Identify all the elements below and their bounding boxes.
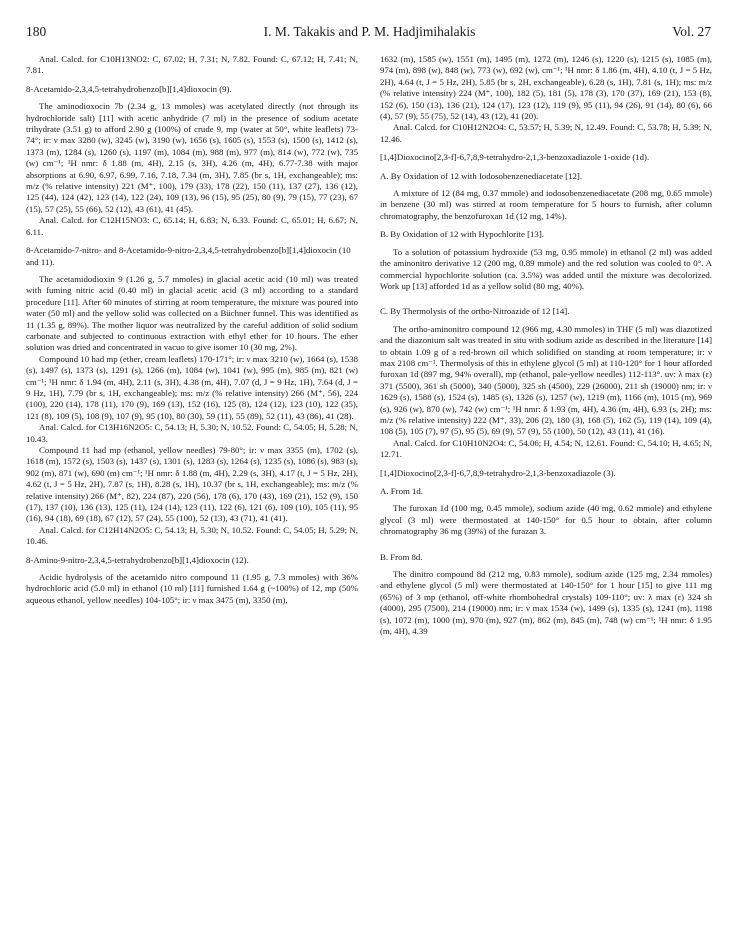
paragraph-spacer <box>380 538 712 545</box>
paragraph: Anal. Calcd. for C10H13NO2: C, 67.02; H, 7.31; N, 7.82. Found: C, 67.12; H, 7.41; N, 7.81. <box>26 54 358 76</box>
paragraph: Anal. Calcd. for C12H15NO3: C, 65.14; H, 6.83; N, 6.33. Found: C, 65.01; H, 6.67; N, 6.11. <box>26 215 358 237</box>
section-heading: A. From 1d. <box>380 486 424 496</box>
section-heading: B. By Oxidation of 12 with Hypochlorite [13]. <box>380 229 544 240</box>
section-heading: 8-Acetamido-2,3,4,5-tetrahydrobenzo[b][1,4]dioxocin (9). <box>26 83 232 94</box>
paragraph: Acidic hydrolysis of the acetamido nitro compound 11 (1.95 g, 7.3 mmoles) with 36% hydrochloric acid (5.0 ml) in ethanol (10 ml) [11] furnished 1.64 g (~100%) of 12, mp (50% aqueous ethanol, yellow needles) 104-105°; ir: ν max 3475 (m), 3350 (m), <box>26 572 358 605</box>
running-header <box>26 20 713 46</box>
paragraph: The aminodioxocin 7b (2.34 g, 13 mmoles) was acetylated directly (not through its hydrochloride salt) [11] with acetic anhydride (7 ml) in the presence of sodium acetate trihydrate (3.51 g) to afford 2.90 g (100%) of crude 9, mp (water at 50°, white leaflets) 73-74°; ir: ν max 3280 (w), 3245 (w), 3190 (w), 1656 (s), 1605 (s), 1553 (s), 1500 (s), 1412 (s), 1373 (m), 1284 (s), 1260 (s), 1197 (m), 1084 (m), 988 (m), 977 (m), 814 (w), 772 (w), 735 (w) cm⁻¹; ¹H nmr: δ 1.88 (m, 4H), 2.15 (s, 3H), 4.26 (m, 4H), 6.77-7.38 with major absorptions at 6.90, 6.97, 6.99, 7.16, 7.18, 7.34 (m, 3H), 7.85 (br s, 1H, exchangeable); ms: m/z (% relative intensity) 221 (M⁺, 100), 179 (33), 178 (22), 150 (11), 137 (27), 136 (12), 125 (44), 124 (42), 123 (14), 122 (24), 109 (13), 96 (15), 95 (25), 80 (9), 79 (15), 77 (23), 67 (15), 57 (25), 55 (66), 52 (12), 43 (61), 41 (45). <box>26 101 358 214</box>
section-heading: 8-Acetamido-7-nitro- and 8-Acetamido-9-nitro-2,3,4,5-tetrahydrobenzo[b][1,4]dioxocin (10 and 11). <box>26 245 351 267</box>
paragraph: The acetamidodioxin 9 (1.26 g, 5.7 mmoles) in glacial acetic acid (10 ml) was treated with fuming nitric acid (0.40 ml) in glacial acetic acid (3 ml) according to a standard procedure [11]. After 60 minutes of stirring at room temperature, the mixture was poured into water (50 ml) and the yellow solid was collected on a Büchner funnel. This was identified as 11 (1.35 g, 89%). The mother liquor was neutralized by the careful addition of solid sodium carbonate and subjected to continuous extraction with ethyl ether for 10 hours. The ether solution was dried and concentrated in vacuo to give isomer 10 (30 mg, 2%). <box>26 273 358 353</box>
volume-label: Vol. 27 <box>672 24 711 39</box>
section-heading: [1,4]Dioxocino[2,3-f]-6,7,8,9-tetrahydro-2,1,3-benzoxadiazole (3). <box>380 467 616 478</box>
paragraph: A mixture of 12 (84 mg, 0.37 mmole) and iodosobenzenediacetate (208 mg, 0.65 mmole) in benzene (30 ml) was stirred at room temperature for 5 hours to furnish, after column chromatography, the benzofuroxan 1d (12 mg, 14%). <box>380 188 712 221</box>
section-heading: B. From 8d. <box>380 551 423 562</box>
paragraph: Compound 11 had mp (ethanol, yellow needles) 79-80°; ir: ν max 3355 (m), 1702 (s), 1618 (m), 1572 (s), 1503 (s), 1437 (s), 1301 (s), 1283 (s), 1264 (s), 1235 (s), 1086 (s), 983 (s), 902 (m), 871 (w), 690 (m) cm⁻¹; ¹H nmr: δ 1.88 (m, 4H), 2.29 (s, 3H), 4.17 (t, J = 5 Hz, 2H), 4.62 (t, J = 5 Hz, 2H), 7.87 (s, 1H), 8.28 (s, 1H), 10.37 (br s, 1H, exchangeable); ms: m/z (% relative intensity) 266 (M⁺, 82), 224 (87), 220 (56), 178 (6), 170 (43), 169 (21), 152 (9), 150 (17), 137 (10), 136 (13), 125 (11), 124 (14), 123 (11), 122 (6), 121 (6), 109 (10), 105 (11), 95 (16), 94 (18), 69 (18), 67 (12), 57 (24), 55 (100), 52 (13), 43 (71), 41 (41). <box>26 445 358 524</box>
section-heading: C. By Thermolysis of the ortho-Nitroazide of 12 [14]. <box>380 306 570 317</box>
paragraph: Anal. Calcd. for C10H10N2O4: C, 54.06; H, 4.54; N, 12.61. Found: C, 54.10; H, 4.65; N, 12.71. <box>380 437 712 460</box>
paragraph: Anal. Calcd. for C10H12N2O4: C, 53.57; H, 5.39; N, 12.49. Found: C, 53.78; H, 5.39; N, 12.46. <box>380 122 712 144</box>
page-number: 180 <box>26 24 47 39</box>
section-heading: [1,4]Dioxocino[2,3-f]-6,7,8,9-tetrahydro-2,1,3-benzoxadiazole 1-oxide (1d). <box>380 152 650 163</box>
section-heading: A. By Oxidation of 12 with Iodosobenzenediacetate [12]. <box>380 170 583 181</box>
paragraph: Compound 10 had mp (ether, cream leaflets) 170-171°; ir: ν max 3210 (w), 1664 (s), 1538 (s), 1497 (s), 1373 (s), 1291 (s), 1266 (m), 1084 (w), 1041 (w), 995 (m), 985 (m), 821 (w) cm⁻¹; ¹H nmr: δ 1.94 (m, 4H), 2.11 (s, 3H), 4.38 (m, 4H), 7.07 (d, J = 9 Hz, 1H), 7.64 (d, J = 9 Hz, 1H), 7.79 (br s, 1H, exchangeable); ms: m/z (% relative intensity) 266 (M⁺, 56), 224 (100), 220 (14), 178 (11), 170 (9), 169 (13), 152 (16), 125 (8), 124 (12), 123 (10), 122 (35), 121 (8), 109 (5), 108 (9), 107 (9), 95 (10), 80 (30), 59 (11), 55 (89), 52 (11), 43 (86), 41 (28). <box>26 353 358 421</box>
paragraph: Anal. Calcd. for C12H14N2O5: C, 54.13; H, 5.30; N, 10.52. Found: C, 54.05; H, 5.29; N, 10.46. <box>26 524 358 547</box>
running-title: I. M. Takakis and P. M. Hadjimihalakis <box>263 24 476 39</box>
paragraph: 1632 (m), 1585 (w), 1551 (m), 1495 (m), 1272 (m), 1246 (s), 1220 (s), 1215 (s), 1085 (m), 974 (m), 898 (w), 848 (w), 773 (w), 692 (w), cm⁻¹; ¹H nmr: δ 1.86 (m, 4H), 4.10 (t, J = 5 Hz, 2H), 4.64 (t, J = 5 Hz, 2H), 5.85 (br s, 2H, exchangeable), 6.28 (s, 1H), 7.81 (s, 1H); ms: m/z (% relative intensity) 224 (M⁺, 100), 182 (5), 181 (5), 178 (3), 170 (37), 169 (21), 153 (8), 152 (6), 150 (13), 136 (21), 124 (17), 123 (12), 119 (9), 95 (11), 94 (26), 91 (14), 80 (6), 66 (4), 57 (9), 55 (75), 52 (14), 43 (12), 41 (20). <box>380 54 712 122</box>
paragraph: To a solution of potassium hydroxide (53 mg, 0.95 mmole) in ethanol (2 ml) was added the aminonitro derivative 12 (200 mg, 0.89 mmole) and the red solution was cooled to 0°. A commercial hypochlorite solution (ca. 3.5%) was added until the mixture was decolorized. Work up [13] afforded 1d as a yellow solid (80 mg, 40%). <box>380 246 712 291</box>
paragraph-spacer <box>380 292 712 299</box>
paragraph: The dinitro compound 8d (212 mg, 0.83 mmole), sodium azide (125 mg, 2.34 mmoles) and ethylene glycol (5 ml) were thermostated at 140-150° for 1 hour [15] to give 111 mg (65%) of 3 mp (ethanol, off-white rhombohedral crystals) 109-110°; uv: λ max (ε) 324 sh (4000), 295 (7500), 214 (19000) nm; ir: ν max 1534 (w), 1499 (s), 1335 (s), 1241 (m), 1198 (s), 1072 (m), 1000 (m), 970 (m), 927 (m), 862 (m), 845 (m), 748 (w) cm⁻¹; ¹H nmr: δ 1.95 (m, 4H), 4.39 <box>380 569 712 637</box>
two-column-body <box>26 54 713 637</box>
paragraph: The ortho-aminonitro compound 12 (966 mg, 4.30 mmoles) in THF (5 ml) was diazotized and the diazonium salt was treated in situ with sodium azide as described in the literature [14] to obtain 1.09 g of a red-brown oil which solidified on standing at room temperature; ir: ν max 2108 cm⁻¹. Thermolysis of this in ethylene glycol (5 ml) at 110-120° for 1 hour afforded furoxan 1d (897 mg, 94% overall), mp (ethanol, pale-yellow needles) 112-113°. uv: λ max (ε) 371 (5500), 361 sh (5000), 340 (5000), 325 sh (4500), 229 (26000), 211 sh (19000) nm; ir: ν 1629 (s), 1588 (s), 1524 (s), 1485 (s), 1326 (s), 1257 (w), 1219 (m), 1166 (m), 1015 (m), 969 (s), 926 (w), 870 (w), 742 (w) cm⁻¹; ¹H nmr: δ 1.93 (m, 4H), 4.36 (m, 4H), 6.93 (s, 2H); ms: m/z (% relative intensity) 222 (M⁺, 33), 206 (2), 180 (3), 168 (5), 162 (5), 119 (14), 109 (4), 108 (5), 105 (7), 97 (5), 95 (5), 69 (9), 57 (9), 55 (100), 50 (12), 43 (11), 41 (16). <box>380 323 712 437</box>
paragraph: Anal. Calcd. for C13H16N2O5: C, 54.13; H, 5.30; N, 10.52. Found: C, 54.05; H, 5.28; N, 10.43. <box>26 422 358 444</box>
paragraph: The furoxan 1d (100 mg, 0.45 mmole), sodium azide (40 mg, 0.62 mmole) and ethylene glycol (3 ml) were thermostated at 140-150° for 0.5 hour to obtain, after column chromatography 36 mg (39%) of the furazan 3. <box>380 503 712 537</box>
section-heading: 8-Amino-9-nitro-2,3,4,5-tetrahydrobenzo[b][1,4]dioxocin (12). <box>26 554 249 565</box>
left-column <box>26 54 358 637</box>
right-column <box>380 54 712 637</box>
